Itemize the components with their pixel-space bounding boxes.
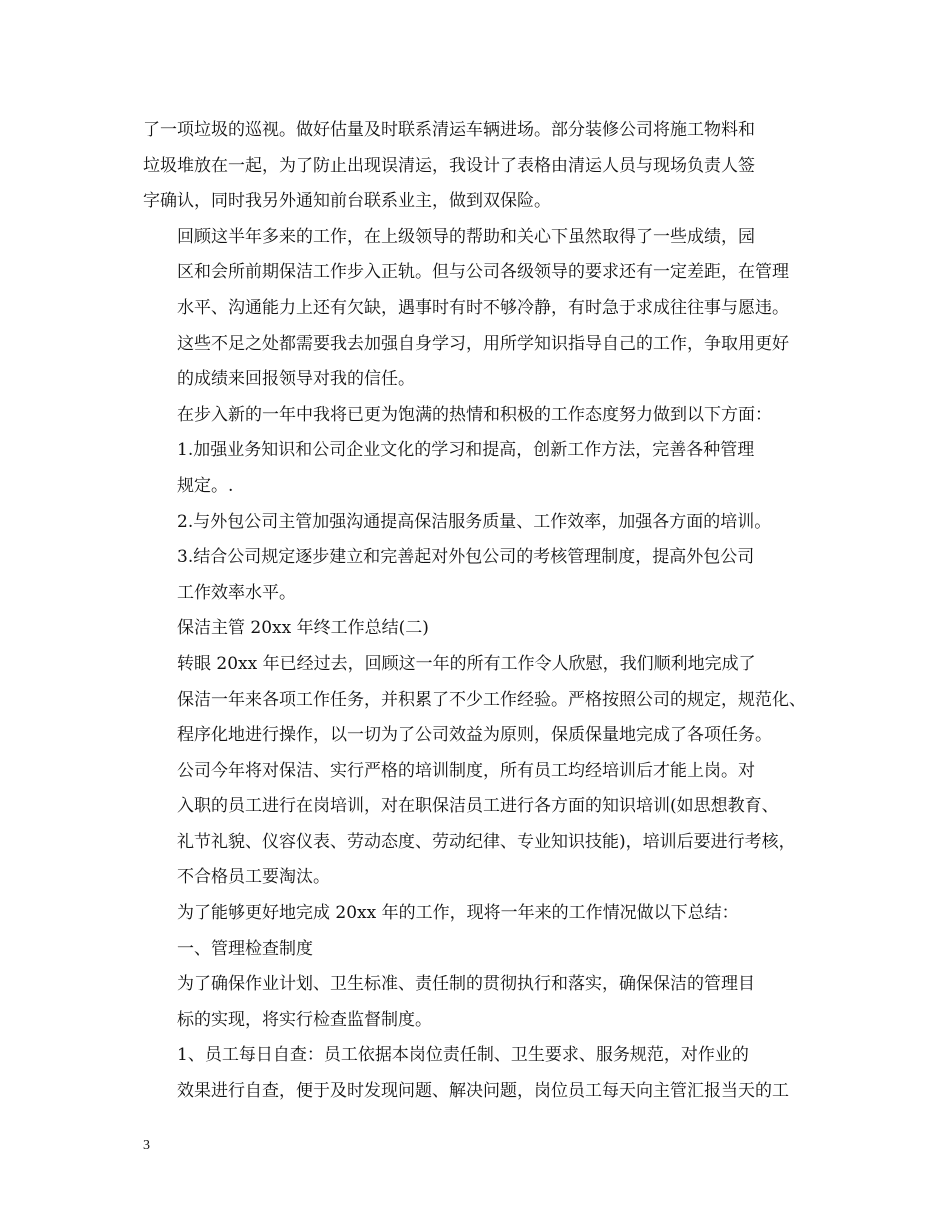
text-line: 1、员工每日自查：员工依据本岗位责任制、卫生要求、服务规范，对作业的 bbox=[177, 1045, 749, 1066]
text-line: 入职的员工进行在岗培训，对在职保洁员工进行各方面的知识培训(如思想教育、 bbox=[177, 796, 779, 817]
text-line: 字确认，同时我另外通知前台联系业主，做到双保险。 bbox=[143, 191, 551, 212]
text-line: 一、管理检查制度 bbox=[177, 938, 313, 959]
paragraph bbox=[143, 1038, 823, 1109]
document-body bbox=[143, 113, 823, 1110]
text-line: 保洁主管 20xx 年终工作总结(二) bbox=[177, 618, 429, 639]
text-line: 公司今年将对保洁、实行严格的培训制度，所有员工均经培训后才能上岗。对 bbox=[177, 760, 755, 781]
paragraph bbox=[143, 932, 823, 968]
text-line: 的成绩来回报领导对我的信任。 bbox=[177, 369, 415, 390]
text-line: 为了确保作业计划、卫生标准、责任制的贯彻执行和落实，确保保洁的管理目 bbox=[177, 974, 755, 995]
text-line: 规定。. bbox=[177, 475, 234, 496]
text-line: 2.与外包公司主管加强沟通提高保洁服务质量、工作效率，加强各方面的培训。 bbox=[177, 511, 772, 532]
paragraph bbox=[143, 540, 823, 611]
text-line: 为了能够更好地完成 20xx 年的工作，现将一年来的工作情况做以下总结： bbox=[177, 903, 739, 924]
text-line: 这些不足之处都需要我去加强自身学习，用所学知识指导自己的工作，争取用更好 bbox=[177, 333, 789, 354]
paragraph bbox=[143, 398, 823, 434]
paragraph bbox=[143, 967, 823, 1038]
text-line: 回顾这半年多来的工作，在上级领导的帮助和关心下虽然取得了一些成绩，园 bbox=[177, 226, 755, 247]
text-line: 3.结合公司规定逐步建立和完善起对外包公司的考核管理制度，提高外包公司 bbox=[177, 547, 755, 568]
text-line: 工作效率水平。 bbox=[177, 582, 296, 603]
paragraph bbox=[143, 220, 823, 398]
text-line: 1.加强业务知识和公司企业文化的学习和提高，创新工作方法，完善各种管理 bbox=[177, 440, 755, 461]
text-line: 保洁一年来各项工作任务，并积累了不少工作经验。严格按照公司的规定，规范化、 bbox=[177, 689, 806, 710]
paragraph bbox=[143, 896, 823, 932]
text-line: 标的实现，将实行检查监督制度。 bbox=[177, 1009, 432, 1030]
paragraph bbox=[143, 647, 823, 754]
text-line: 不合格员工要淘汰。 bbox=[177, 867, 330, 888]
paragraph bbox=[143, 433, 823, 504]
paragraph bbox=[143, 611, 823, 647]
text-line: 礼节礼貌、仪容仪表、劳动态度、劳动纪律、专业知识技能)，培训后要进行考核， bbox=[177, 831, 796, 852]
page-number: 3 bbox=[143, 1138, 150, 1153]
text-line: 垃圾堆放在一起，为了防止出现误清运，我设计了表格由清运人员与现场负责人签 bbox=[143, 155, 755, 176]
text-line: 了一项垃圾的巡视。做好估量及时联系清运车辆进场。部分装修公司将施工物料和 bbox=[143, 120, 755, 140]
paragraph bbox=[143, 505, 823, 541]
text-line: 转眼 20xx 年已经过去，回顾这一年的所有工作令人欣慰，我们顺利地完成了 bbox=[177, 653, 756, 674]
paragraph bbox=[143, 754, 823, 896]
text-line: 区和会所前期保洁工作步入正轨。但与公司各级领导的要求还有一定差距，在管理 bbox=[177, 262, 789, 283]
text-line: 效果进行自查，便于及时发现问题、解决问题，岗位员工每天向主管汇报当天的工 bbox=[177, 1081, 789, 1102]
text-line: 水平、沟通能力上还有欠缺，遇事时有时不够冷静，有时急于求成往往事与愿违。 bbox=[177, 297, 789, 318]
text-line: 在步入新的一年中我将已更为饱满的热情和积极的工作态度努力做到以下方面： bbox=[177, 404, 772, 425]
paragraph bbox=[143, 113, 823, 220]
text-line: 程序化地进行操作，以一切为了公司效益为原则，保质保量地完成了各项任务。 bbox=[177, 725, 772, 746]
